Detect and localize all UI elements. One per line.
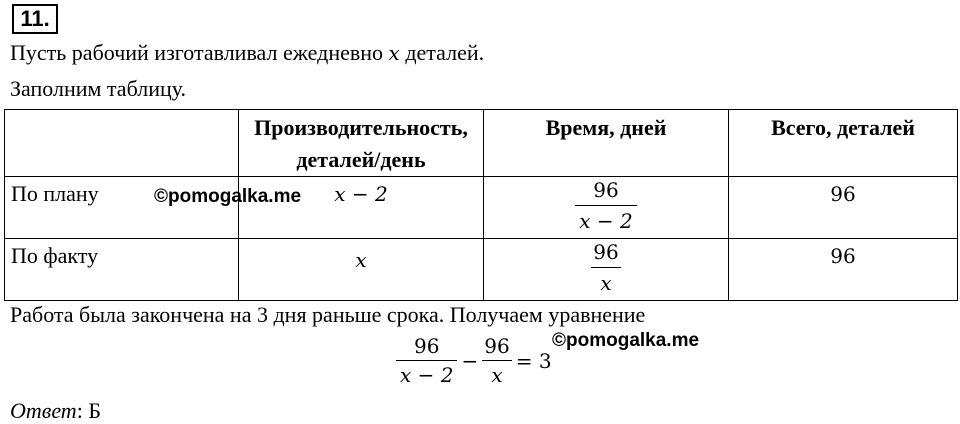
equation-fraction-2 xyxy=(482,334,511,387)
cell-time-plan xyxy=(484,177,729,239)
row-label-plan: По плану xyxy=(5,177,239,239)
fraction-bar xyxy=(396,360,457,361)
equation-fraction-1 xyxy=(396,334,457,387)
answer-value: Б xyxy=(88,398,101,423)
table-row xyxy=(5,239,958,301)
time-plan-numerator: 96 xyxy=(593,178,619,202)
table-header-row xyxy=(5,110,958,177)
equation xyxy=(396,334,552,387)
time-fact-fraction xyxy=(591,239,620,296)
equation-f1-denominator: x − 2 xyxy=(400,363,454,387)
equation-f1-numerator: 96 xyxy=(414,334,440,358)
total-fact-value: 96 xyxy=(830,244,856,268)
row-label-fact: По факту xyxy=(5,239,239,301)
fraction-bar xyxy=(482,360,511,361)
intro-variable: x xyxy=(388,41,400,65)
watermark-equation: ©pomogalka.me xyxy=(552,330,700,351)
equation-f2-denominator: x xyxy=(491,363,503,387)
productivity-plan-value: x − 2 xyxy=(334,182,388,206)
cell-time-fact xyxy=(484,239,729,301)
cell-productivity-fact xyxy=(239,239,484,301)
cell-total-plan xyxy=(729,177,958,239)
fraction-bar xyxy=(591,267,620,268)
watermark-table: ©pomogalka.me xyxy=(154,186,302,207)
header-total-label: Всего, деталей xyxy=(771,115,915,140)
header-total xyxy=(729,110,958,177)
equation-f2-numerator: 96 xyxy=(484,334,510,358)
productivity-fact-value: x xyxy=(355,248,367,272)
fill-table-text: Заполним таблицу. xyxy=(10,76,187,101)
time-fact-numerator: 96 xyxy=(593,240,619,264)
intro-text-after: деталей. xyxy=(399,40,485,65)
header-time-label: Время, дней xyxy=(545,115,667,140)
answer-line xyxy=(10,398,101,424)
intro-text-before: Пусть рабочий изготавливал ежедневно xyxy=(10,40,389,65)
time-fact-denominator: x xyxy=(600,271,612,295)
data-table xyxy=(4,109,958,301)
header-productivity-line1: Производительность, xyxy=(254,115,468,140)
header-empty-cell xyxy=(5,110,239,177)
header-time xyxy=(484,110,729,177)
total-plan-value: 96 xyxy=(830,182,856,206)
time-plan-fraction xyxy=(575,177,636,234)
time-plan-denominator: x − 2 xyxy=(579,209,633,233)
equation-minus: − xyxy=(461,348,479,373)
answer-colon: : xyxy=(76,398,83,423)
equation-rhs: = 3 xyxy=(515,348,552,373)
problem-number: 11. xyxy=(12,4,58,34)
table-row xyxy=(5,177,958,239)
fraction-bar xyxy=(575,205,636,206)
header-productivity-line2: деталей/день xyxy=(296,147,426,172)
answer-label: Ответ xyxy=(10,398,77,423)
header-productivity xyxy=(239,110,484,177)
intro-line xyxy=(10,40,484,66)
conclusion-text: Работа была закончена на 3 дня раньше срока. Получаем уравнение xyxy=(10,302,646,327)
cell-total-fact xyxy=(729,239,958,301)
